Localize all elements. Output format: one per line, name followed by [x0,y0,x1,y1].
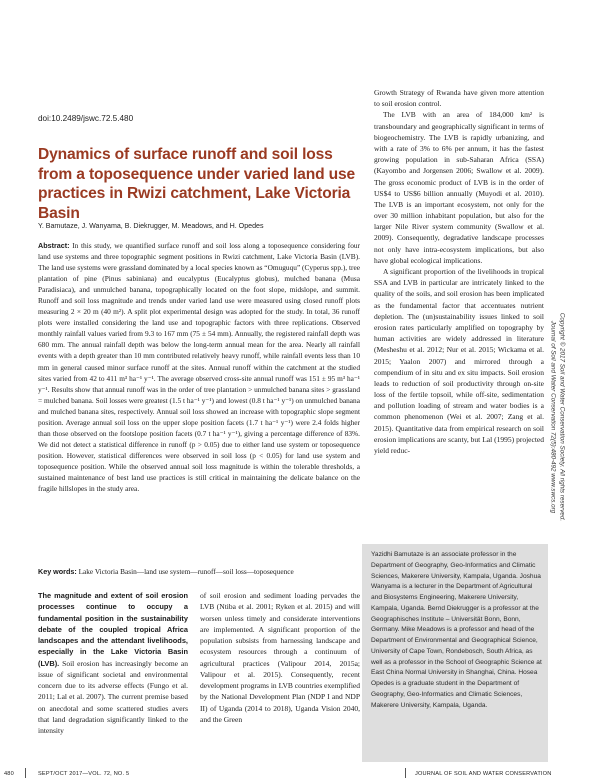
author-bio-text: Yazidhi Bamutaze is an associate professor in the Department of Geography, Geo-Informatics and Climatic Sciences, Makerere University, Kampala, Uganda. Joshua Wanyama is a lecturer in the Department of Agricultural and Biosystems Engineering, Makerere University, Kampala, Uganda. Bernd Diekrugger is a professor at the Geographisches Institute – Universität Bonn, Bonn, Germany. Mike Meadows is a professor and head of the Department of Environmental and Geographical Science, University of Cape Town, Rondebosch, South Africa, as well as a professor in the School of Geographic Science at East China Normal University in Shanghai, China. Hosea Opedes is a graduate student in the Department of Geography, Geo-Informatics and Climatic Sciences, Makerere University, Kampala, Uganda. [371,551,542,709]
abstract-text: In this study, we quantified surface runoff and soil loss along a toposequence considering four land use systems and three topographic segment positions in Rwizi catchment, Lake Victoria Basin (LVB). The land use systems were grassland dominated by a local species known as “Omuguqu” (Cyperus spp.), tree plantation of pine (Pinus sabiniana) and eucalyptus (Eucalyptus globus), mulched banana (Musa Paradisiaca), and unmulched banana, topographically located on the foot slope, midslope, and summit. Runoff and soil loss magnitude and trends under varied land use were measured using closed runoff plots measuring 2 × 20 m (40 m²). A split plot experimental design was adopted for the study. In total, 36 runoff plots were installed considering the land use and topographic factors with three replications. Observed monthly rainfall values varied from 9.3 to 167 mm (75 ± 54 mm). Annually, the registered rainfall depth was 680 mm. The annual rainfall depth was below the long-term annual mean for the area. Nearly all rainfall events with a depth greater than 10 mm contributed relatively heavy runoff, while rainfall events less than 10 mm in general caused minor surface runoff at the sites. Annual runoff within the catchment at the studied sites varied from 42 to 411 m³ ha⁻¹ y⁻¹. The average observed cross-site annual runoff was 151 ± 95 m³ ha⁻¹ y⁻¹. Results show that annual runoff was in the order of tree plantation > unmulched banana sites > grassland = mulched banana. Soil losses were greatest (1.5 t ha⁻¹ y⁻¹) and lowest (0.8 t ha⁻¹ y⁻¹) on unmulched banana and mulched banana sites, respectively. Annual soil loss showed an increase with topographic slope segment position. Average annual soil loss on the upper slope position facets (1.7 t ha⁻¹ y⁻¹) were 2.4 folds higher than those observed on the footslope position facets (0.7 t ha⁻¹ y⁻¹), giving a percentage difference of 83%. We did not detect a statistical difference in runoff (p > 0.05) due to either land use system or toposequence position. However, statistical differences were observed in soil loss (p < 0.05) for land use system and toposequence position. While the observed annual soil loss magnitude is within the tolerable thresholds, a sustained maintenance of best land use practices is still critical in maintaining the delicate balance on the fragile hillslopes in the study area. [38,241,360,494]
paragraph: Growth Strategy of Rwanda have given more attention to soil erosion control. [374,88,544,109]
journal-name: JOURNAL OF SOIL AND WATER CONSERVATION [415,771,552,777]
paragraph: A significant proportion of the livelihoods in tropical SSA and LVB in particular are intricately linked to the quality of the soils, and soil erosion has been implicated as the fundamental factor that accentuates nutrient depletion. The (un)sustainability issues linked to soil erosion rates particularly amplified on topography by human activities are widely addressed in literature (Mesheshu et al. 2012; Nur et al. 2015; Wickama et al. 2015; Yaalon 2007) and mirrored through a compendium of in situ and ex situ impacts. Soil erosion leads to reduction of soil productivity through on-site loss of the fertile topsoil, while off-site, sedimentation and pollution loading of stream and water bodies is a common phenomenon (Wei et al. 2007; Zang et al. 2015). Quantitative data from empirical research on soil erosion implications are scanty, but Lal (1995) projected yield reduc- [374,267,544,455]
abstract [38,240,360,494]
doi[interactable]: doi:10.2489/jswc.72.5.480 [38,114,134,123]
intro-lead: The magnitude and extent of soil erosion processes continue to occupy a fundamental position in the sustainability debate of the coupled tropical Africa landscapes and the attendant livelihoods, especially in the Lake Victoria Basin (LVB). [38,591,188,668]
intro-text: Soil erosion has increasingly become an issue of significant societal and environmental concern due to its adverse effects (Fungo et al. 2011; Lal et al. 2007). The current premise based on anecdotal and some scattered studies avers that land degradation significantly linked to the intensity [38,658,189,735]
paragraph: The LVB with an area of 184,000 km² is transboundary and geographically significant in terms of biogeochemistry. The LVB is rapidly urbanizing, and with a rate of 3% to 6% per annum, it has the fastest growing population in sub-Saharan Africa (SSA) (Kayombo and Jorgensen 2006; Swallow et al. 2009). The gross economic product of LVB is in the order of US$4 to US$6 billion annually (Muyodi et al. 2010). The LVB is an important ecosystem, not only for the over 30 million inhabitant population, but also for the larger Nile River system community (Swallow et al. 2009). Consequently, degradative landscape processes not only have intra-ecosystem implications, but also have global ecological implications. [374,110,544,265]
copyright-side-note [547,248,567,586]
body-column-3 [374,87,544,456]
copyright-text [549,313,566,521]
body-text-2: of soil erosion and sediment loading pervades the LVB (Ntiba et al. 2001; Ryken et al. 2015) and will worsen unless timely and considerate interventions are implemented. A significant proportion of the population subsists from harnessing landscape and ecosystem resources through a continuum of agricultural practices (Valipour 2014, 2015a; Valipour et al. 2015). Consequently, recent development programs in LVB countries exemplified by the National Development Plan (NDP I and NDP II) of Uganda (2014 to 2018), Uganda Vision 2040, and the Green [200,591,360,724]
copyright-line: Copyright © 2017 Soil and Water Conservation Society. All rights reserved. [558,312,566,522]
abstract-label: Abstract: [38,241,70,250]
issue-info: SEPT/OCT 2017—VOL. 72, NO. 5 [38,771,130,777]
body-column-1 [38,590,188,736]
page-number: 480 [4,771,14,777]
body-column-2 [200,590,360,725]
journal-citation-line: Journal of Soil and Water Conservation 72(5):480-492 www.swcs.org [550,320,557,514]
article-title: Dynamics of surface runoff and soil loss from a toposequence under varied land use practices in Rwizi catchment, Lake Victoria Basin [38,146,356,222]
author-list: Y. Bamutaze, J. Wanyama, B. Diekrugger, M. Meadows, and H. Opedes [38,222,264,230]
footer-divider [25,768,26,778]
footer-divider [405,768,406,778]
keywords-label: Key words: [38,567,77,576]
author-bio-box [362,544,548,762]
keywords [38,567,360,576]
keywords-text: Lake Victoria Basin—land use system—runoff—soil loss—toposequence [78,567,294,576]
